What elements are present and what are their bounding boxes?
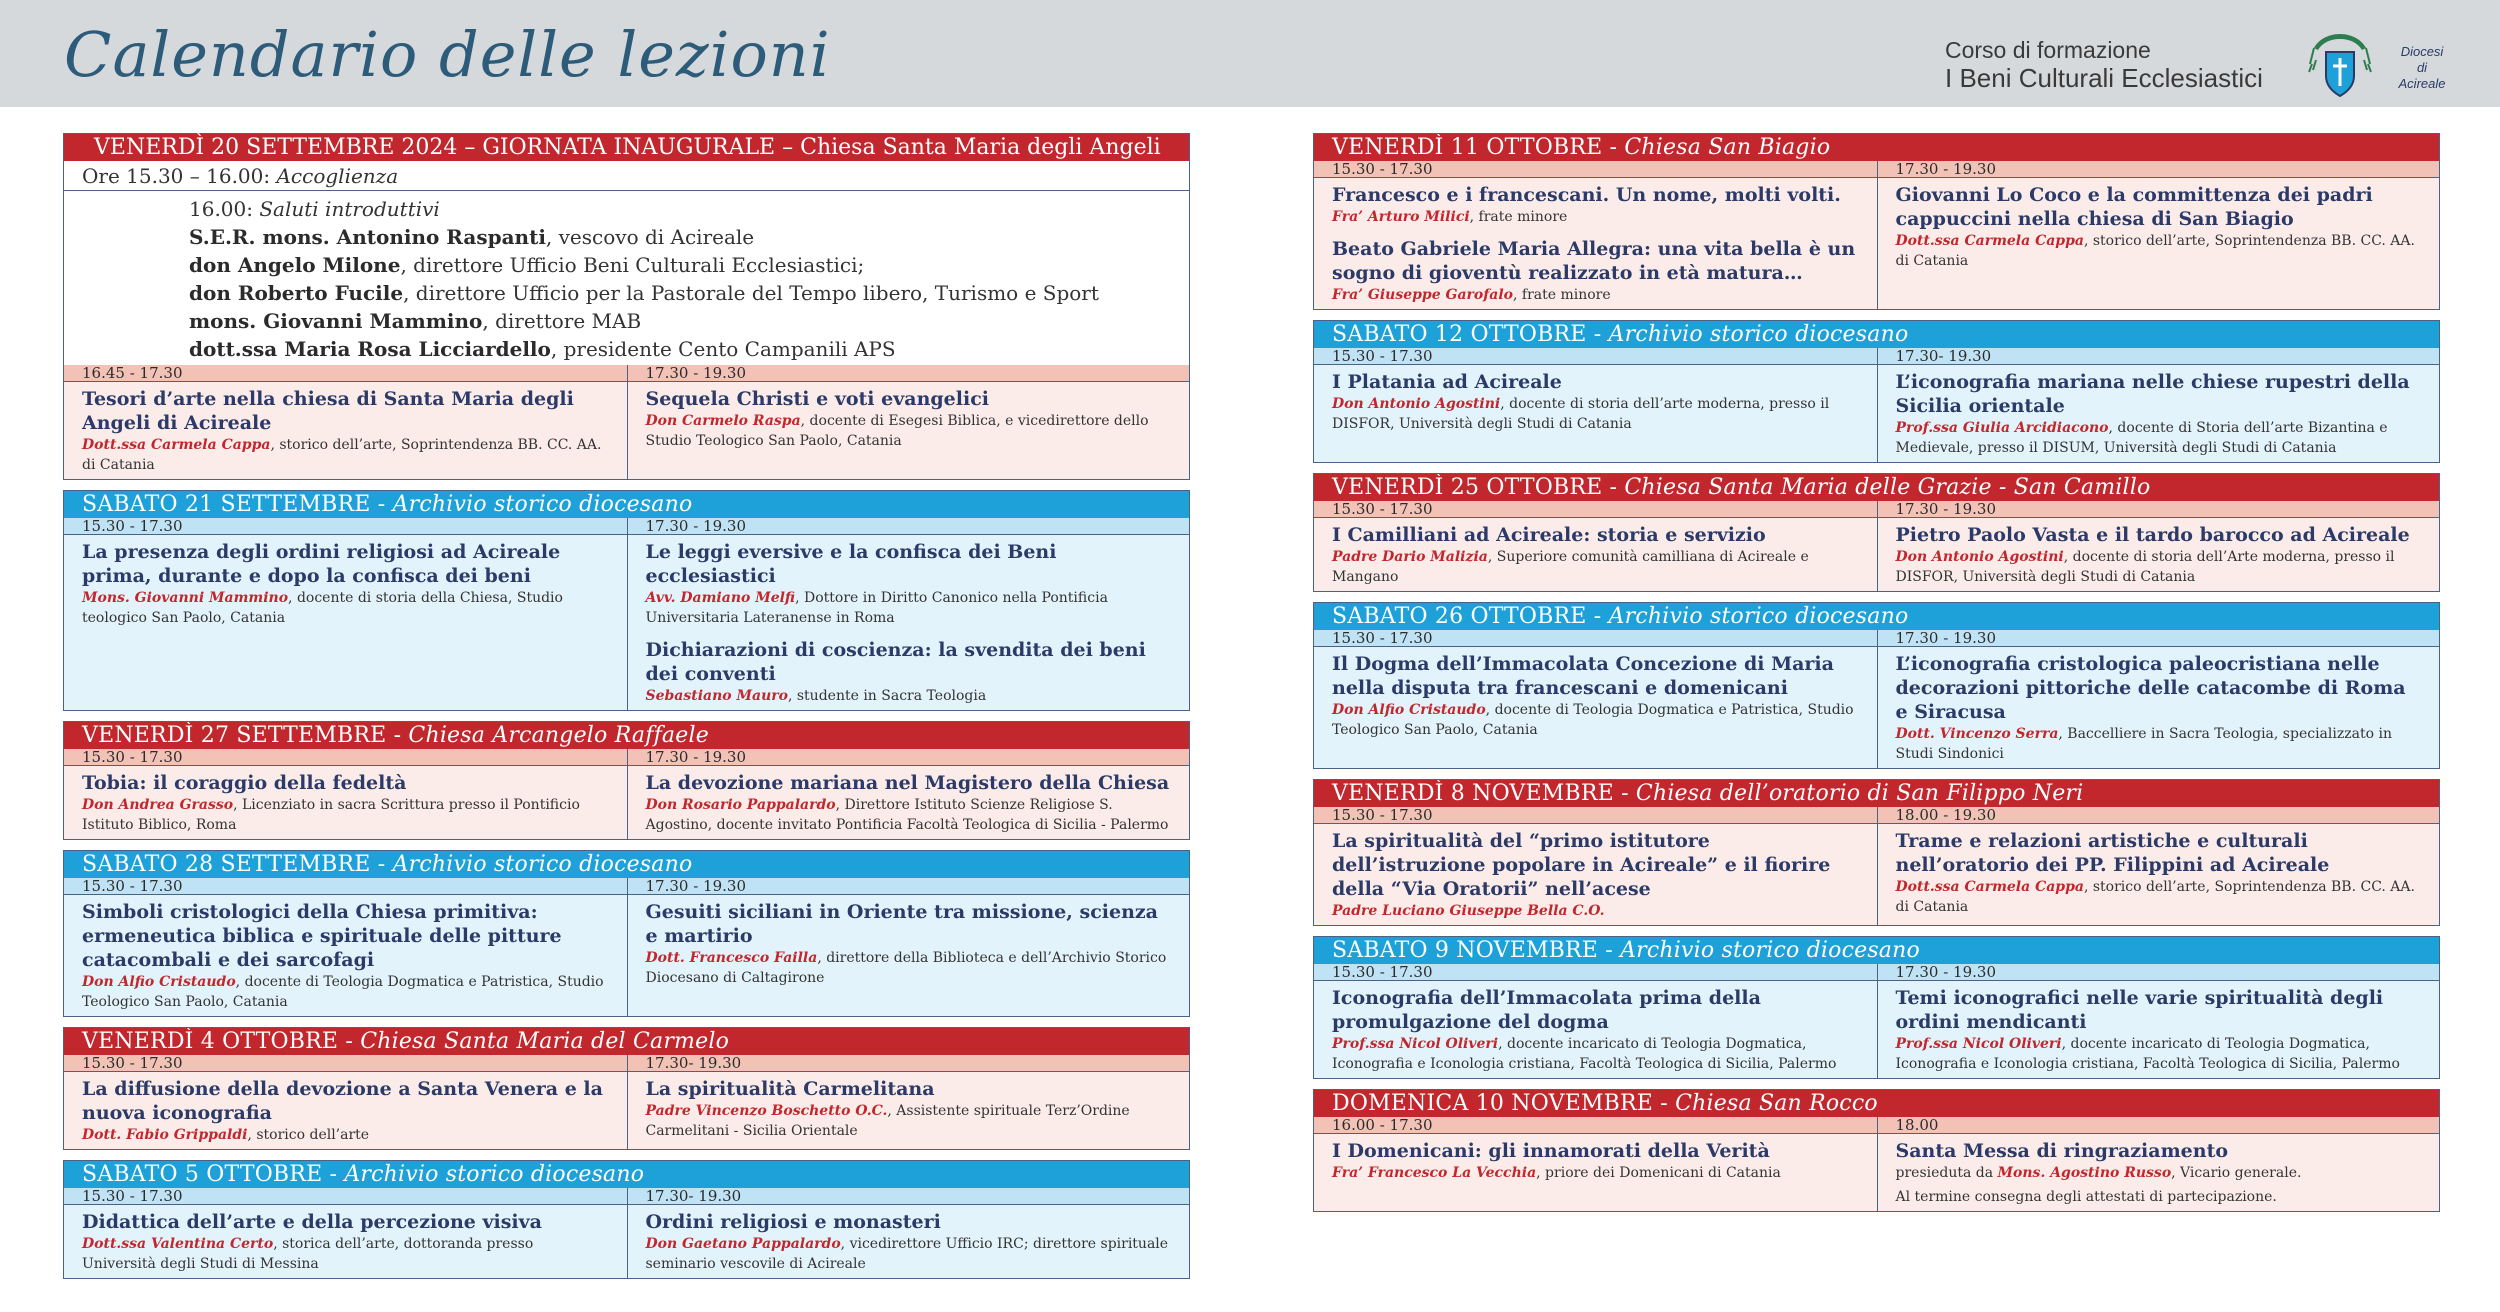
lecture-speaker xyxy=(1896,547,2424,591)
lecture-entry xyxy=(1878,824,2440,921)
speaker-role: , direttore Ufficio per la Pastorale del Tempo libero, Turismo e Sport xyxy=(403,281,1099,305)
lecture-speaker xyxy=(646,588,1174,632)
session-cell xyxy=(1877,501,2440,591)
speaker-role: , storico dell’arte, Soprintendenza BB. CC. AA. di Catania xyxy=(1895,233,2415,269)
lecture-speaker xyxy=(1332,1034,1861,1078)
welcome-label: Accoglienza xyxy=(276,164,399,188)
session-time: 17.30 - 19.30 xyxy=(1878,161,2440,178)
page-header xyxy=(0,0,2500,107)
lecture-speaker xyxy=(1332,394,1861,438)
day-date: SABATO 12 OTTOBRE - xyxy=(1332,322,1609,347)
speaker-name: Mons. Giovanni Mammino xyxy=(82,590,289,606)
day-header xyxy=(1314,134,2439,161)
speaker-role: , storico dell’arte, Soprintendenza BB. CC. AA. di Catania xyxy=(82,437,602,473)
session-time: 17.30 - 19.30 xyxy=(628,878,1190,895)
diocese-line-1: Diocesi xyxy=(2400,44,2444,59)
lecture-speaker xyxy=(646,795,1174,839)
speaker-role: , presidente Cento Campanili APS xyxy=(550,337,896,361)
lecture-speaker xyxy=(1332,547,1861,591)
greeting-speaker xyxy=(189,335,1189,363)
course-subtitle: Corso di formazione xyxy=(1945,37,2151,63)
day-location: Archivio storico diocesano xyxy=(392,492,693,517)
lecture-speaker xyxy=(82,972,611,1016)
day-header xyxy=(64,1028,1189,1055)
speaker-name: Don Antonio Agostini xyxy=(1895,549,2064,565)
day-location: Chiesa San Rocco xyxy=(1675,1091,1878,1116)
speaker-name: Don Carmelo Raspa xyxy=(645,413,801,429)
lecture-title: Simboli cristologici della Chiesa primitiva: ermeneutica biblica e spirituale delle pitture catacombali e dei sarcofagi xyxy=(82,901,562,971)
session-cell xyxy=(1314,1117,1877,1211)
lecture-title: La spiritualità Carmelitana xyxy=(645,1078,935,1100)
diocese-label xyxy=(2380,44,2464,92)
page-title: Calendario delle lezioni xyxy=(64,18,831,91)
day-header xyxy=(1314,474,2439,501)
lecture-entry xyxy=(1314,824,1877,925)
speaker-name: Fra’ Francesco La Vecchia xyxy=(1332,1165,1537,1181)
session-time: 16.00 - 17.30 xyxy=(1314,1117,1877,1134)
speaker-name: Don Antonio Agostini xyxy=(1332,396,1501,412)
lecture-title: Santa Messa di ringraziamento xyxy=(1895,1140,2229,1162)
session-time: 17.30- 19.30 xyxy=(628,1055,1190,1072)
day-date: VENERDÌ 27 SETTEMBRE - xyxy=(82,723,409,748)
lecture-speaker xyxy=(1896,877,2424,921)
lecture-speaker xyxy=(82,1234,611,1278)
speaker-role: , docente incaricato di Teologia Dogmatica, Iconografia e Iconologia cristiana, Facoltà Teologica di Sicilia, Palermo xyxy=(1895,1036,2400,1072)
day-location: Archivio storico diocesano xyxy=(344,1162,645,1187)
speaker-name: Avv. Damiano Melfi xyxy=(645,590,796,606)
speaker-name: Dott.ssa Carmela Cappa xyxy=(82,437,271,453)
session-cell xyxy=(627,1188,1190,1278)
speaker-name: Dott. Vincenzo Serra xyxy=(1895,726,2059,742)
session-cell xyxy=(64,1055,627,1149)
lecture-title: Tobia: il coraggio della fedeltà xyxy=(82,772,407,794)
lecture-entry xyxy=(628,1072,1190,1145)
speaker-role: , docente di Teologia Dogmatica e Patristica, Studio Teologico San Paolo, Catania xyxy=(1332,702,1854,738)
lecture-title: Dichiarazioni di coscienza: la svendita dei beni dei conventi xyxy=(645,639,1146,685)
day-location: Chiesa dell’oratorio di San Filippo Neri xyxy=(1635,781,2084,806)
sessions-row xyxy=(64,878,1189,1016)
day-date: VENERDÌ 8 NOVEMBRE - xyxy=(1332,781,1636,806)
day-location: Archivio storico diocesano xyxy=(392,852,693,877)
day-location: Archivio storico diocesano xyxy=(1608,322,1909,347)
speaker-role: , Baccelliere in Sacra Teologia, specializzato in Studi Sindonici xyxy=(1895,726,2392,762)
speaker-role: , vescovo di Acireale xyxy=(545,225,755,249)
lecture-speaker xyxy=(1896,1163,2424,1187)
lecture-title: Trame e relazioni artistiche e culturali nell’oratorio dei PP. Filippini ad Acireale xyxy=(1895,830,2330,876)
day-header xyxy=(64,491,1189,518)
lecture-entry xyxy=(64,766,627,839)
day-date: VENERDÌ 4 OTTOBRE - xyxy=(82,1029,361,1054)
session-cell xyxy=(627,1055,1190,1149)
lecture-entry xyxy=(64,535,627,632)
speaker-role: , frate minore xyxy=(1469,209,1568,225)
greetings-heading xyxy=(189,195,1189,223)
lecture-entry xyxy=(1314,981,1877,1078)
lecture-entry xyxy=(1314,647,1877,744)
greetings-time: 16.00: xyxy=(189,197,253,221)
course-title xyxy=(1945,36,2263,92)
day-block xyxy=(63,1027,1190,1150)
lecture-entry xyxy=(1878,518,2440,591)
session-cell xyxy=(627,749,1190,839)
day-block xyxy=(1313,936,2440,1079)
session-cell xyxy=(1877,630,2440,768)
welcome-time: Ore 15.30 – 16.00: xyxy=(82,164,271,188)
speaker-role: , priore dei Domenicani di Catania xyxy=(1536,1165,1781,1181)
day-location: Chiesa Santa Maria delle Grazie - San Camillo xyxy=(1624,475,2151,500)
speaker-name: Mons. Agostino Russo xyxy=(1997,1165,2172,1181)
session-time: 18.00 xyxy=(1878,1117,2440,1134)
session-cell xyxy=(627,365,1190,479)
day-location: Archivio storico diocesano xyxy=(1608,604,1909,629)
speaker-name: don Angelo Milone xyxy=(189,253,401,277)
speaker-role: , frate minore xyxy=(1512,287,1611,303)
speaker-role: , docente di storia dell’Arte moderna, presso il DISFOR, Università degli Studi di Catania xyxy=(1895,549,2395,585)
session-cell xyxy=(1314,807,1877,925)
lecture-title: Francesco e i francescani. Un nome, molti volti. xyxy=(1332,184,1841,206)
lecture-entry xyxy=(1314,1134,1877,1187)
session-time: 17.30 - 19.30 xyxy=(1878,501,2440,518)
speaker-role: , docente di Storia dell’arte Bizantina e Medievale, presso il DISUM, Università degli Studi di Catania xyxy=(1895,420,2388,456)
sessions-row xyxy=(1314,501,2439,591)
speaker-role: , docente incaricato di Teologia Dogmatica, Iconografia e Iconologia cristiana, Facoltà Teologica di Sicilia, Palermo xyxy=(1332,1036,1837,1072)
lecture-speaker xyxy=(1332,700,1861,744)
speaker-role: , docente di storia della Chiesa, Studio teologico San Paolo, Catania xyxy=(82,590,563,626)
lecture-entry xyxy=(628,1205,1190,1278)
day-date: SABATO 26 OTTOBRE - xyxy=(1332,604,1609,629)
day-date: VENERDÌ 11 OTTOBRE - xyxy=(1332,135,1625,160)
session-cell xyxy=(1877,964,2440,1078)
speaker-role: , direttore Ufficio Beni Culturali Ecclesiastici; xyxy=(400,253,865,277)
day-block xyxy=(1313,602,2440,769)
lecture-speaker xyxy=(646,411,1174,455)
lecture-entry xyxy=(1314,231,1877,309)
day-block xyxy=(1313,473,2440,592)
lecture-title: Temi iconografici nelle varie spiritualità degli ordini mendicanti xyxy=(1895,987,2384,1033)
speaker-role: , Dottore in Diritto Canonico nella Pontificia Universitaria Lateranense in Roma xyxy=(645,590,1108,626)
sessions-row xyxy=(1314,964,2439,1078)
day-location: Archivio storico diocesano xyxy=(1620,938,1920,963)
speaker-name: Prof.ssa Giulia Arcidiacono xyxy=(1895,420,2109,436)
lecture-title: Iconografia dell’Immacolata prima della promulgazione del dogma xyxy=(1332,987,1761,1033)
speaker-name: Don Rosario Pappalardo xyxy=(645,797,836,813)
day-block xyxy=(63,721,1190,840)
lecture-entry xyxy=(64,382,627,479)
session-cell xyxy=(64,749,627,839)
lecture-entry xyxy=(1878,647,2440,768)
session-time: 18.00 - 19.30 xyxy=(1878,807,2440,824)
day-block xyxy=(1313,1089,2440,1212)
day-date: SABATO 28 SETTEMBRE - xyxy=(82,852,393,877)
session-time: 15.30 - 17.30 xyxy=(64,518,627,535)
day-block xyxy=(1313,320,2440,463)
day-header xyxy=(1314,780,2439,807)
sessions-row xyxy=(1314,161,2439,309)
lecture-speaker xyxy=(1332,285,1861,309)
session-cell xyxy=(1314,630,1877,768)
speaker-role: , vicedirettore Ufficio IRC; direttore spirituale seminario vescovile di Acireale xyxy=(645,1236,1169,1272)
speaker-role: , direttore della Biblioteca e dell’Archivio Storico Diocesano di Caltagirone xyxy=(645,950,1167,986)
day-header xyxy=(64,1161,1189,1188)
lecture-title: L’iconografia mariana nelle chiese rupestri della Sicilia orientale xyxy=(1895,371,2410,417)
speaker-name: Don Gaetano Pappalardo xyxy=(645,1236,841,1252)
session-cell xyxy=(1314,348,1877,462)
session-time: 17.30- 19.30 xyxy=(628,1188,1190,1205)
speaker-role: , storico dell’arte xyxy=(247,1127,370,1143)
diocese-line-3: Acireale xyxy=(2398,76,2446,91)
lecture-title: La spiritualità del “primo istitutore dell’istruzione popolare in Acireale” e il fiorire della “Via Oratorii” nell’acese xyxy=(1332,830,1831,900)
lecture-entry xyxy=(1314,518,1877,591)
lecture-entry xyxy=(1314,365,1877,438)
inaugural-sessions xyxy=(64,365,1189,479)
lecture-speaker xyxy=(82,588,611,632)
lecture-title: La presenza degli ordini religiosi ad Acireale prima, durante e dopo la confisca dei beni xyxy=(82,541,561,587)
sessions-row xyxy=(1314,807,2439,925)
greeting-speaker xyxy=(189,223,1189,251)
lecture-entry xyxy=(1878,178,2440,275)
day-date: DOMENICA 10 NOVEMBRE - xyxy=(1332,1091,1676,1116)
lecture-speaker xyxy=(646,948,1174,992)
session-time: 15.30 - 17.30 xyxy=(1314,161,1877,178)
welcome-line xyxy=(64,161,1189,191)
speaker-role: , Assistente spirituale Terz’Ordine Carmelitani - Sicilia Orientale xyxy=(645,1103,1130,1139)
right-column xyxy=(1313,133,2440,1222)
session-cell xyxy=(1877,1117,2440,1211)
day-header xyxy=(64,851,1189,878)
lecture-entry xyxy=(64,1072,627,1149)
speaker-name: don Roberto Fucile xyxy=(189,281,404,305)
session-cell xyxy=(1314,501,1877,591)
sessions-row xyxy=(1314,1117,2439,1211)
lecture-speaker xyxy=(1896,231,2424,275)
lecture-title: Beato Gabriele Maria Allegra: una vita bella è un sogno di gioventù realizzato in età matura… xyxy=(1332,238,1856,284)
speaker-role: , storica dell’arte, dottoranda presso Università degli Studi di Messina xyxy=(82,1236,534,1272)
day-location: Chiesa Santa Maria del Carmelo xyxy=(360,1029,730,1054)
speaker-name: Dott. Francesco Failla xyxy=(645,950,818,966)
speaker-role: , docente di storia dell’arte moderna, presso il DISFOR, Università degli Studi di Catania xyxy=(1332,396,1830,432)
lecture-speaker xyxy=(646,1234,1174,1278)
lecture-speaker xyxy=(1896,418,2424,462)
speaker-name: Don Alfio Cristaudo xyxy=(1332,702,1486,718)
lecture-entry xyxy=(628,895,1190,992)
speaker-name: S.E.R. mons. Antonino Raspanti xyxy=(189,225,546,249)
sessions-row xyxy=(64,1188,1189,1278)
sessions-row xyxy=(64,518,1189,710)
day-date: SABATO 9 NOVEMBRE - xyxy=(1332,938,1621,963)
lecture-entry xyxy=(628,766,1190,839)
lecture-title: Il Dogma dell’Immacolata Concezione di Maria nella disputa tra francescani e domenicani xyxy=(1332,653,1834,699)
session-cell xyxy=(627,518,1190,710)
speaker-name: Padre Vincenzo Boschetto O.C. xyxy=(645,1103,888,1119)
session-cell xyxy=(64,365,627,479)
speaker-name: Prof.ssa Nicol Oliveri xyxy=(1895,1036,2062,1052)
lecture-speaker xyxy=(82,435,611,479)
day-date: VENERDÌ 25 OTTOBRE - xyxy=(1332,475,1625,500)
session-time: 17.30 - 19.30 xyxy=(1878,630,2440,647)
bishop-coat-of-arms-icon xyxy=(2308,30,2372,100)
lecture-title: Ordini religiosi e monasteri xyxy=(645,1211,941,1233)
lecture-title: I Domenicani: gli innamorati della Verità xyxy=(1332,1140,1770,1162)
speaker-role: , Vicario generale. xyxy=(2171,1165,2302,1181)
session-cell xyxy=(1314,161,1877,309)
lecture-title: Tesori d’arte nella chiesa di Santa Maria degli Angeli di Acireale xyxy=(82,388,574,434)
lecture-entry xyxy=(628,535,1190,632)
session-time: 15.30 - 17.30 xyxy=(1314,807,1877,824)
lecture-entry xyxy=(628,632,1190,710)
day-location: Chiesa San Biagio xyxy=(1624,135,1831,160)
speaker-role: , Licenziato in sacra Scrittura presso il Pontificio Istituto Biblico, Roma xyxy=(82,797,580,833)
sessions-row xyxy=(64,1055,1189,1149)
speaker-name: Fra’ Giuseppe Garofalo xyxy=(1332,287,1513,303)
left-column xyxy=(63,133,1190,1289)
lecture-title: Giovanni Lo Coco e la committenza dei padri cappuccini nella chiesa di San Biagio xyxy=(1895,184,2373,230)
lecture-title: La diffusione della devozione a Santa Venera e la nuova iconografia xyxy=(82,1078,603,1124)
session-time: 16.45 - 17.30 xyxy=(64,365,627,382)
lecture-speaker xyxy=(646,686,1174,710)
greeting-speaker xyxy=(189,307,1189,335)
speaker-name: Fra’ Arturo Milici xyxy=(1332,209,1470,225)
diocese-line-2: di xyxy=(2416,60,2428,75)
lecture-title: I Camilliani ad Acireale: storia e servizio xyxy=(1332,524,1766,546)
speaker-name: Dott.ssa Valentina Certo xyxy=(82,1236,274,1252)
lecture-speaker xyxy=(1332,901,1861,925)
session-time: 17.30 - 19.30 xyxy=(628,749,1190,766)
day-location: Chiesa Arcangelo Raffaele xyxy=(408,723,709,748)
lecture-title: Le leggi eversive e la confisca dei Beni ecclesiastici xyxy=(645,541,1057,587)
session-time: 15.30 - 17.30 xyxy=(64,749,627,766)
greetings-list xyxy=(64,191,1189,365)
day-header xyxy=(1314,603,2439,630)
lecture-note: Al termine consegna degli attestati di partecipazione. xyxy=(1895,1189,2277,1205)
speaker-name: Don Andrea Grasso xyxy=(82,797,234,813)
session-time: 17.30 - 19.30 xyxy=(628,365,1190,382)
day-block xyxy=(1313,779,2440,926)
speaker-name: Padre Dario Malizia xyxy=(1332,549,1488,565)
course-name: I Beni Culturali Ecclesiastici xyxy=(1945,63,2263,93)
day-block xyxy=(63,850,1190,1017)
lecture-speaker xyxy=(1896,1034,2424,1078)
lecture-entry xyxy=(64,895,627,1016)
sessions-row xyxy=(1314,348,2439,462)
speaker-role: , direttore MAB xyxy=(482,309,642,333)
day-date: SABATO 21 SETTEMBRE - xyxy=(82,492,393,517)
day-header xyxy=(1314,1090,2439,1117)
session-time: 15.30 - 17.30 xyxy=(1314,964,1877,981)
session-time: 17.30 - 19.30 xyxy=(628,518,1190,535)
speaker-name: mons. Giovanni Mammino xyxy=(189,309,483,333)
session-cell xyxy=(64,1188,627,1278)
session-cell xyxy=(627,878,1190,1016)
session-cell xyxy=(64,878,627,1016)
session-time: 15.30 - 17.30 xyxy=(64,1055,627,1072)
speaker-name: Sebastiano Mauro xyxy=(645,688,788,704)
lecture-title: Gesuiti siciliani in Oriente tra missione, scienza e martirio xyxy=(645,901,1158,947)
day-date: SABATO 5 OTTOBRE - xyxy=(82,1162,345,1187)
lecture-title: Pietro Paolo Vasta e il tardo barocco ad Acireale xyxy=(1895,524,2410,546)
sessions-row xyxy=(64,749,1189,839)
session-cell xyxy=(1877,807,2440,925)
speaker-prefix: presieduta da xyxy=(1895,1165,1998,1181)
lecture-speaker xyxy=(1896,724,2424,768)
session-time: 15.30 - 17.30 xyxy=(1314,348,1877,365)
speaker-name: Padre Luciano Giuseppe Bella C.O. xyxy=(1332,903,1605,919)
lecture-speaker xyxy=(646,1101,1174,1145)
session-time: 15.30 - 17.30 xyxy=(1314,630,1877,647)
day-header xyxy=(1314,321,2439,348)
lecture-title: L’iconografia cristologica paleocristiana nelle decorazioni pittoriche delle catacombe di Roma e Siracusa xyxy=(1895,653,2406,723)
speaker-role: , studente in Sacra Teologia xyxy=(787,688,987,704)
lecture-title: La devozione mariana nel Magistero della Chiesa xyxy=(645,772,1170,794)
day-block xyxy=(1313,133,2440,310)
lecture-title: I Platania ad Acireale xyxy=(1332,371,1562,393)
speaker-name: Dott.ssa Carmela Cappa xyxy=(1895,879,2084,895)
speaker-name: Prof.ssa Nicol Oliveri xyxy=(1332,1036,1499,1052)
lecture-entry xyxy=(628,382,1190,455)
lecture-entry xyxy=(64,1205,627,1278)
lecture-title: Sequela Christi e voti evangelici xyxy=(645,388,989,410)
lecture-entry xyxy=(1878,1134,2440,1211)
day-header xyxy=(1314,937,2439,964)
lecture-speaker xyxy=(82,1125,611,1149)
greeting-speaker xyxy=(189,251,1189,279)
lecture-speaker xyxy=(1332,1163,1861,1187)
session-time: 15.30 - 17.30 xyxy=(1314,501,1877,518)
speaker-role: , docente di Esegesi Biblica, e vicedirettore dello Studio Teologico San Paolo, Catania xyxy=(645,413,1149,449)
lecture-entry xyxy=(1878,981,2440,1078)
session-time: 17.30 - 19.30 xyxy=(1878,964,2440,981)
session-cell xyxy=(1877,348,2440,462)
inaugural-block xyxy=(63,133,1190,480)
speaker-name: dott.ssa Maria Rosa Licciardello xyxy=(189,337,551,361)
speaker-role: , docente di Teologia Dogmatica e Patristica, Studio Teologico San Paolo, Catania xyxy=(82,974,604,1010)
speaker-name: Dott. Fabio Grippaldi xyxy=(82,1127,248,1143)
session-time: 15.30 - 17.30 xyxy=(64,878,627,895)
speaker-role: , Direttore Istituto Scienze Religiose S. Agostino, docente invitato Pontificia Facoltà Teologica di Sicilia - Palermo xyxy=(645,797,1169,833)
sessions-row xyxy=(1314,630,2439,768)
speaker-role: , storico dell’arte, Soprintendenza BB. CC. AA. di Catania xyxy=(1895,879,2415,915)
speaker-name: Don Alfio Cristaudo xyxy=(82,974,236,990)
speaker-name: Dott.ssa Carmela Cappa xyxy=(1895,233,2084,249)
day-header xyxy=(64,722,1189,749)
greeting-speaker xyxy=(189,279,1189,307)
session-cell xyxy=(1877,161,2440,309)
lecture-speaker xyxy=(82,795,611,839)
inaugural-day-header: VENERDÌ 20 SETTEMBRE 2024 – GIORNATA INAUGURALE – Chiesa Santa Maria degli Angeli xyxy=(64,134,1189,161)
lecture-speaker xyxy=(1332,207,1861,231)
speaker-role: , Superiore comunità camilliana di Acireale e Mangano xyxy=(1332,549,1809,585)
greetings-label: Saluti introduttivi xyxy=(259,197,440,221)
lecture-title: Didattica dell’arte e della percezione visiva xyxy=(82,1211,542,1233)
session-time: 17.30- 19.30 xyxy=(1878,348,2440,365)
lecture-entry xyxy=(1314,178,1877,231)
day-block xyxy=(63,1160,1190,1279)
session-cell xyxy=(1314,964,1877,1078)
session-time: 15.30 - 17.30 xyxy=(64,1188,627,1205)
day-block xyxy=(63,490,1190,711)
lecture-entry xyxy=(1878,365,2440,462)
session-cell xyxy=(64,518,627,710)
